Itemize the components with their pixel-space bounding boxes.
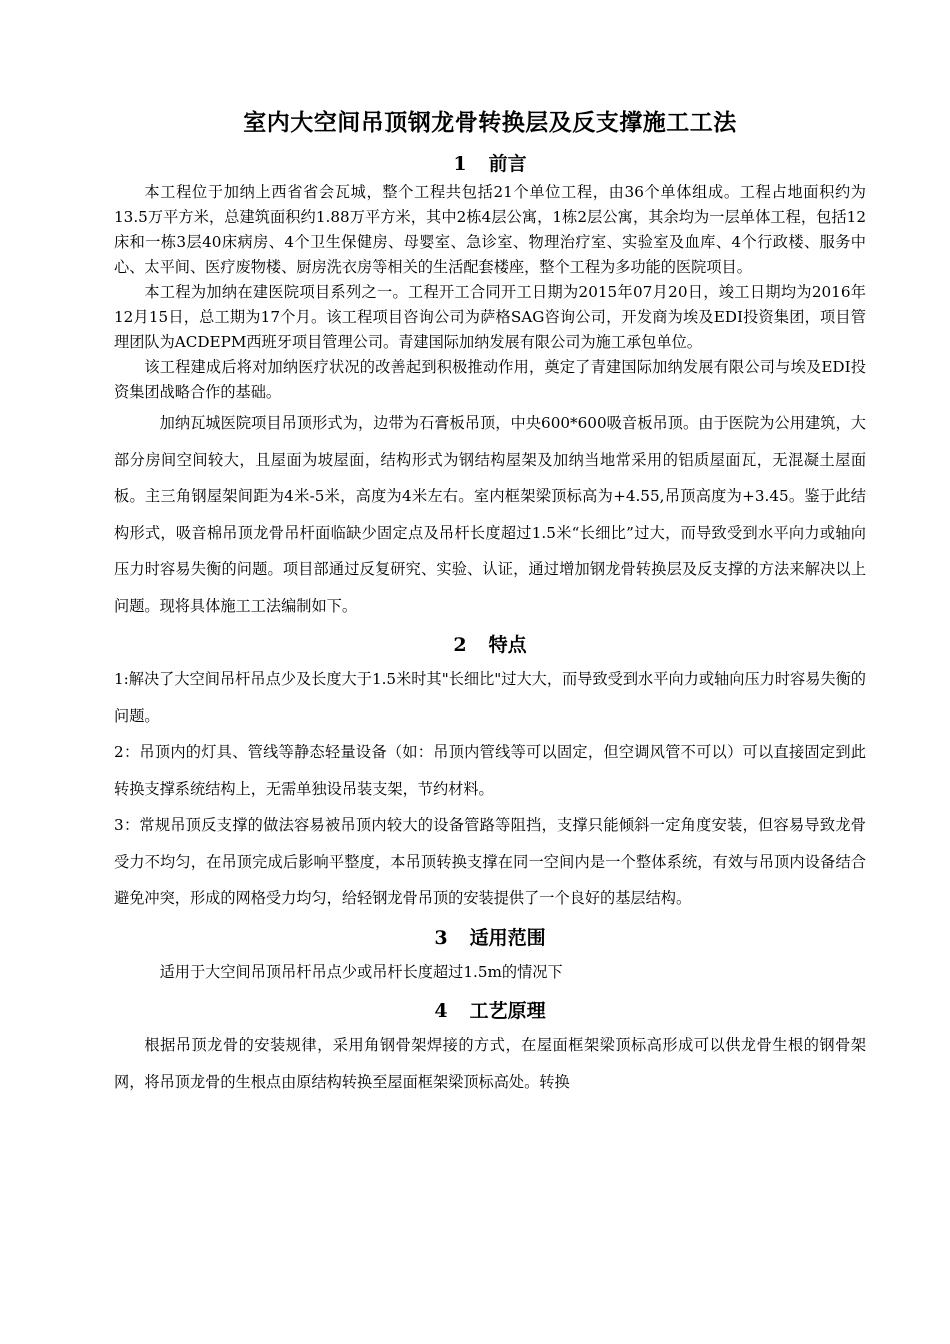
section-title: 适用范围 [469,926,546,949]
paragraph: 加纳瓦城医院项目吊顶形式为，边带为石膏板吊顶，中央600*600吸音板吊顶。由于医院为公用建筑，大部分房间空间较大，且屋面为坡屋面，结构形式为钢结构屋架及加纳当地常采用的铝质屋面瓦，无混凝土屋面板。主三角钢屋架间距为4米-5米，高度为4米左右。室内框架梁顶标高为+4.55,吊顶高度为+3.45。鉴于此结构形式，吸音棉吊顶龙骨吊杆面临缺少固定点及吊杆长度超过1.5米“长细比”过大，而导致受到水平向力或轴向压力时容易失衡的问题。项目部通过反复研究、实验、认证，通过增加钢龙骨转换层及反支撑的方法来解决以上问题。现将具体施工工法编制如下。 [114,414,866,615]
section-number: 1 [453,153,467,175]
list-item: 2：吊顶内的灯具、管线等静态轻量设备（如：吊顶内管线等可以固定，但空调风管不可以）可以直接固定到此转换支撑系统结构上，无需单独设吊装支架，节约材料。 [114,743,866,798]
section-heading-1 [114,149,866,176]
section-heading-3 [114,923,866,950]
list-item: 1:解决了大空间吊杆吊点少及长度大于1.5米时其"长细比"过大大，而导致受到水平向力或轴向压力时容易失衡的问题。 [114,670,866,725]
section-title: 工艺原理 [469,1000,546,1022]
section-number: 2 [453,634,467,656]
list-item: 3：常规吊顶反支撑的做法容易被吊顶内较大的设备管路等阻挡，支撑只能倾斜一定角度安装，但容易导致龙骨受力不均匀，在吊顶完成后影响平整度，本吊顶转换支撑在同一空间内是一个整体系统，有效与吊顶内设备结合避免冲突，形成的网格受力均匀，给轻钢龙骨吊顶的安装提供了一个良好的基层结构。 [114,816,866,907]
section-title: 特点 [488,634,527,656]
paragraph: 该工程建成后将对加纳医疗状况的改善起到积极推动作用，奠定了青建国际加纳发展有限公司与埃及EDI投资集团战略合作的基础。 [114,358,866,401]
paragraph: 适用于大空间吊顶吊杆吊点少或吊杆长度超过1.5m的情况下 [159,962,563,981]
paragraph: 本工程位于加纳上西省省会瓦城，整个工程共包括21个单位工程，由36个单体组成。工程占地面积约为13.5万平方米，总建筑面积约1.88万平方米，其中2栋4层公寓，1栋2层公寓，其余均为一层单体工程，包括12床和一栋3层40床病房、4个卫生保健房、母婴室、急诊室、物理治疗室、实验室及血库、4个行政楼、服务中心、太平间、医疗废物楼、厨房洗衣房等相关的生活配套楼座，整个工程为多功能的医院项目。 [114,183,866,276]
section-heading-2 [114,630,866,657]
paragraph: 根据吊顶龙骨的安装规律，采用角钢骨架焊接的方式，在屋面框架梁顶标高形成可以供龙骨生根的钢骨架网，将吊顶龙骨的生根点由原结构转换至屋面框架梁顶标高处。转换 [114,1036,866,1091]
section-number: 3 [434,926,448,949]
section-number: 4 [434,1000,448,1022]
section-title: 前言 [488,153,527,175]
section-heading-4 [114,996,866,1023]
document-page [114,104,866,1100]
document-title: 室内大空间吊顶钢龙骨转换层及反支撑施工工法 [243,109,737,136]
paragraph: 本工程为加纳在建医院项目系列之一。工程开工合同开工日期为2015年07月20日，竣工日期均为2016年12月15日，总工期为17个月。该工程项目咨询公司为萨格SAG咨询公司，开发商为埃及EDI投资集团，项目管理团队为ACDEPM西班牙项目管理公司。青建国际加纳发展有限公司为施工承包单位。 [114,283,866,351]
